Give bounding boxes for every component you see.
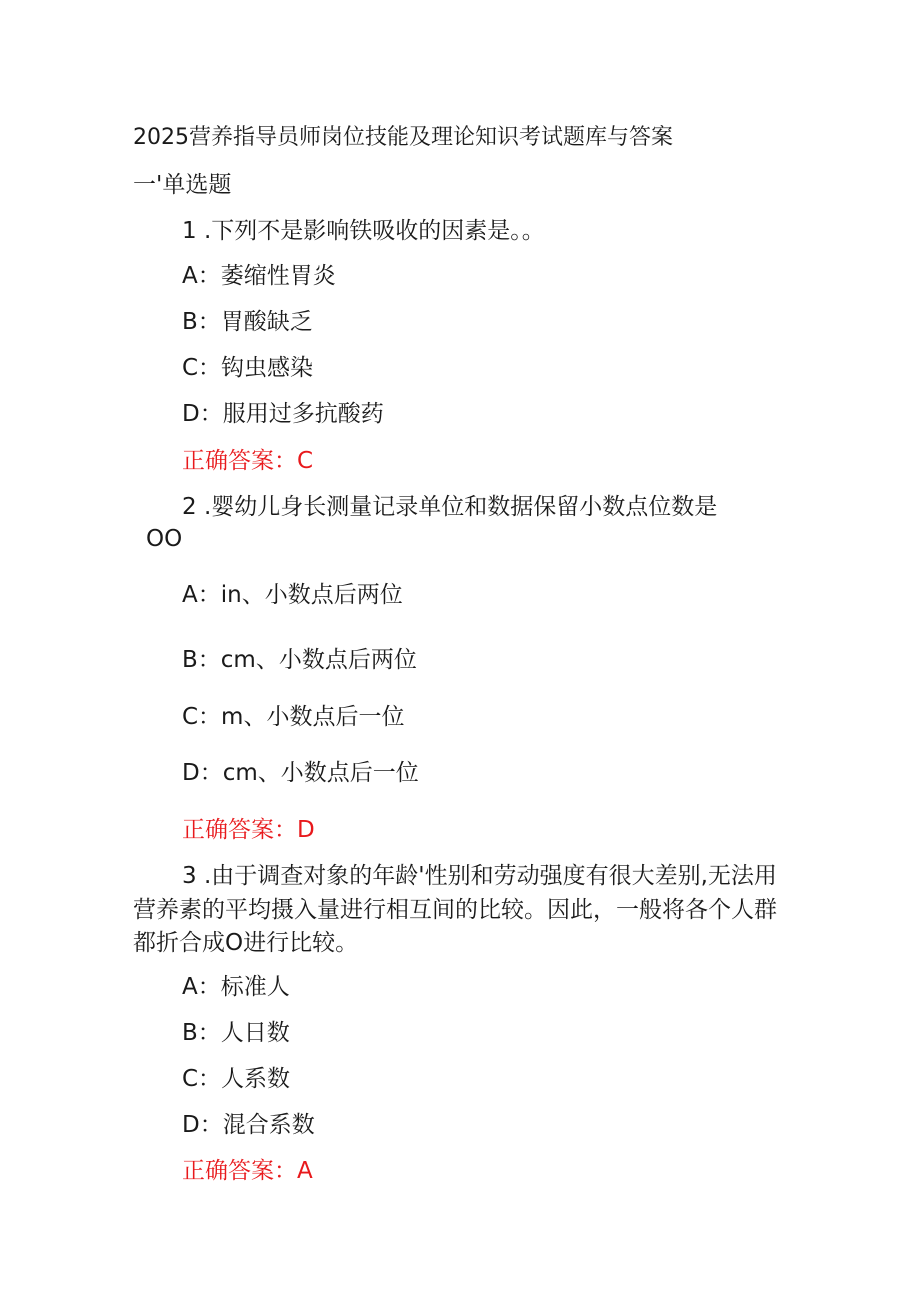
correct-answer: 正确答案：D [182, 817, 315, 843]
document-title: 2025营养指导员师岗位技能及理论知识考试题库与答案 [133, 125, 673, 150]
question-stem: 1 .下列不是影响铁吸收的因素是。。 [182, 218, 545, 244]
option-d: D：cm、小数点后一位 [182, 760, 419, 786]
option-b: B：胃酸缺乏 [182, 309, 313, 335]
option-a: A：标准人 [182, 974, 290, 1000]
section-heading: 一'单选题 [133, 172, 232, 198]
option-d: D：混合系数 [182, 1112, 315, 1138]
option-c: C：人系数 [182, 1066, 291, 1092]
option-c: C：m、小数点后一位 [182, 704, 405, 730]
option-b: B：cm、小数点后两位 [182, 647, 417, 673]
option-a: A：in、小数点后两位 [182, 582, 403, 608]
option-c: C：钩虫感染 [182, 355, 314, 381]
question-stem-continued: 营养素的平均摄入量进行相互间的比较。因此，一般将各个人群 [133, 897, 777, 923]
option-a: A：萎缩性胃炎 [182, 263, 336, 289]
option-d: D：服用过多抗酸药 [182, 401, 384, 427]
question-stem: 3 .由于调查对象的年龄'性别和劳动强度有很大差别,无法用 [182, 863, 777, 889]
correct-answer: 正确答案：A [182, 1158, 313, 1184]
correct-answer: 正确答案：C [182, 448, 314, 474]
option-b: B：人日数 [182, 1020, 290, 1046]
question-stem-continued: 都折合成O进行比较。 [133, 930, 359, 956]
question-stem: 2 .婴幼儿身长测量记录单位和数据保留小数点位数是 [182, 494, 718, 520]
question-stem-continued: OO [146, 526, 183, 552]
